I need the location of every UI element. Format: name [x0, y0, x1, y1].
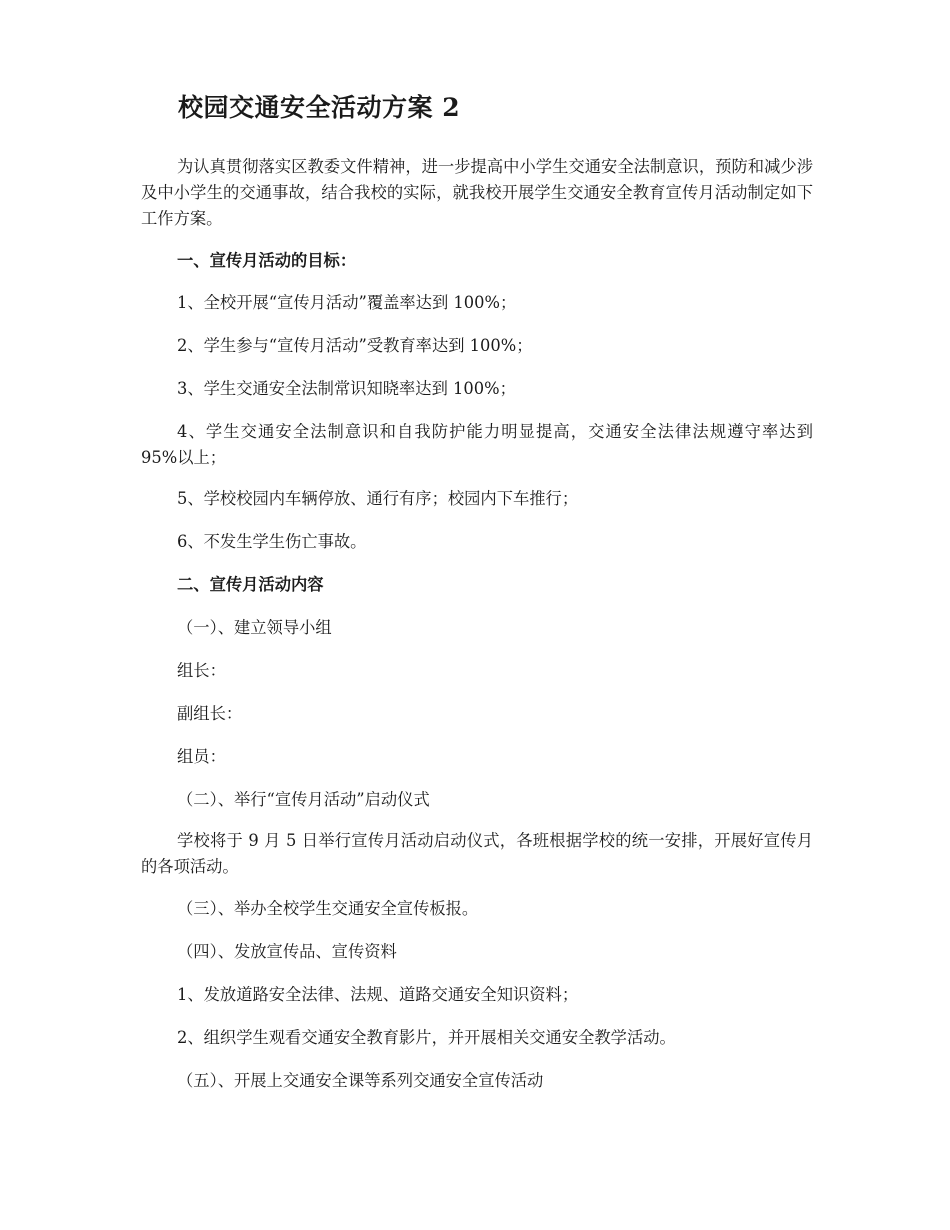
goal-item-1: 1、全校开展“宣传月活动”覆盖率达到 100%； [177, 293, 517, 312]
deputy-leader-line: 副组长： [177, 704, 243, 723]
subsection-leadership: （一）、建立领导小组 [177, 618, 332, 637]
materials-item-1: 1、发放道路安全法律、法规、道路交通安全知识资料； [177, 985, 579, 1004]
materials-item-2: 2、组织学生观看交通安全教育影片，并开展相关交通安全教学活动。 [177, 1028, 676, 1047]
subsection-classes: （五）、开展上交通安全课等系列交通安全宣传活动 [177, 1071, 544, 1090]
ceremony-paragraph: 学校将于 9 月 5 日举行宣传月活动启动仪式，各班根据学校的统一安排，开展好宣传月的各项活动。 [141, 831, 813, 876]
leader-line: 组长： [177, 661, 226, 680]
intro-paragraph: 为认真贯彻落实区教委文件精神，进一步提高中小学生交通安全法制意识，预防和减少涉及中小学生的交通事故，结合我校的实际，就我校开展学生交通安全教育宣传月活动制定如下工作方案。 [141, 157, 813, 228]
section-heading-content: 二、宣传月活动内容 [177, 575, 324, 594]
subsection-materials: （四）、发放宣传品、宣传资料 [177, 942, 397, 961]
subsection-ceremony: （二）、举行“宣传月活动”启动仪式 [177, 790, 430, 809]
goal-item-2: 2、学生参与“宣传月活动”受教育率达到 100%； [177, 336, 533, 355]
goal-item-4: 4、学生交通安全法制意识和自我防护能力明显提高，交通安全法律法规遵守率达到 95%以上； [141, 422, 813, 467]
goal-item-3: 3、学生交通安全法制常识知晓率达到 100%； [177, 379, 516, 398]
member-line: 组员： [177, 747, 226, 766]
subsection-blackboard: （三）、举办全校学生交通安全宣传板报。 [177, 899, 479, 918]
goal-item-5: 5、学校校园内车辆停放、通行有序；校园内下车推行； [177, 489, 579, 508]
section-heading-goals: 一、宣传月活动的目标： [177, 251, 357, 270]
document-title: 校园交通安全活动方案 2 [178, 93, 461, 122]
goal-item-6: 6、不发生学生伤亡事故。 [177, 532, 367, 551]
